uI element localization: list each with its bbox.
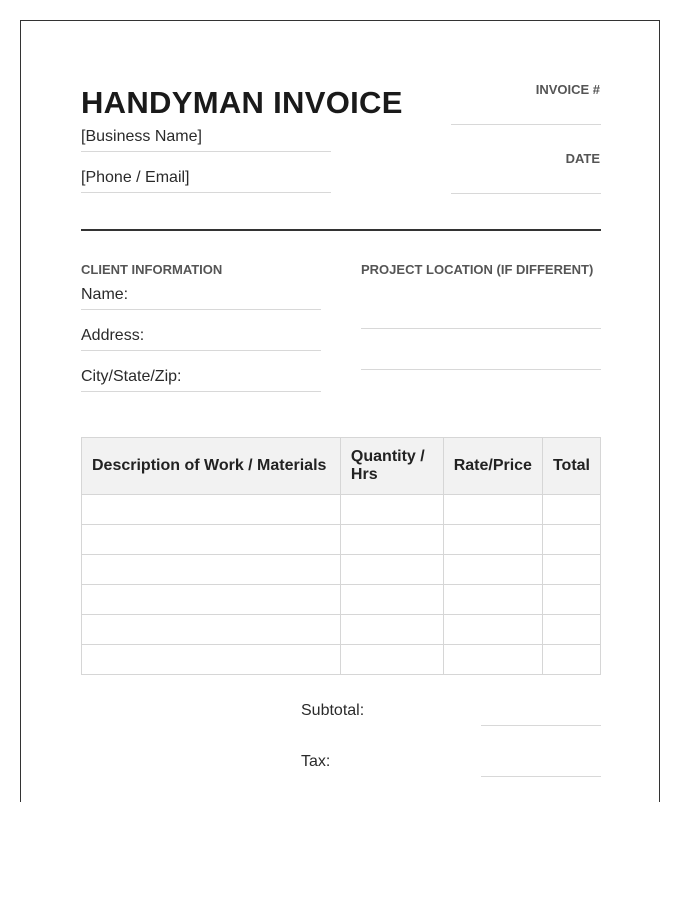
table-row xyxy=(82,645,601,675)
client-name-field[interactable] xyxy=(81,309,321,310)
total-cell[interactable] xyxy=(542,615,600,645)
project-location-line-1[interactable] xyxy=(361,328,601,329)
column-header-quantity: Quantity / Hrs xyxy=(340,438,443,495)
phone-email-field[interactable]: [Phone / Email] xyxy=(81,169,190,186)
client-city-label: City/State/Zip: xyxy=(81,368,182,385)
rate-cell[interactable] xyxy=(443,525,542,555)
total-cell[interactable] xyxy=(542,585,600,615)
column-header-total: Total xyxy=(542,438,600,495)
invoice-page xyxy=(20,20,660,802)
quantity-cell[interactable] xyxy=(340,615,443,645)
rate-cell[interactable] xyxy=(443,555,542,585)
client-information-heading: CLIENT INFORMATION xyxy=(81,262,223,277)
business-name-underline xyxy=(81,151,331,152)
client-name-label: Name: xyxy=(81,286,129,303)
subtotal-field[interactable] xyxy=(481,725,601,726)
invoice-number-label: INVOICE # xyxy=(535,82,600,97)
invoice-number-field[interactable] xyxy=(451,124,601,125)
table-row xyxy=(82,615,601,645)
column-header-description: Description of Work / Materials xyxy=(82,438,341,495)
rate-cell[interactable] xyxy=(443,585,542,615)
quantity-cell[interactable] xyxy=(340,555,443,585)
column-header-rate: Rate/Price xyxy=(443,438,542,495)
client-city-field[interactable] xyxy=(81,391,321,392)
description-cell[interactable] xyxy=(82,645,341,675)
rate-cell[interactable] xyxy=(443,495,542,525)
description-cell[interactable] xyxy=(82,495,341,525)
date-field[interactable] xyxy=(451,193,601,194)
tax-field[interactable] xyxy=(481,776,601,777)
total-cell[interactable] xyxy=(542,645,600,675)
description-cell[interactable] xyxy=(82,555,341,585)
table-header-row xyxy=(82,438,601,495)
items-table xyxy=(81,437,601,675)
quantity-cell[interactable] xyxy=(340,495,443,525)
table-row xyxy=(82,525,601,555)
total-cell[interactable] xyxy=(542,555,600,585)
description-cell[interactable] xyxy=(82,615,341,645)
client-address-field[interactable] xyxy=(81,350,321,351)
rate-cell[interactable] xyxy=(443,645,542,675)
tax-label: Tax: xyxy=(301,753,331,770)
client-address-label: Address: xyxy=(81,327,145,344)
project-location-line-2[interactable] xyxy=(361,369,601,370)
table-row xyxy=(82,585,601,615)
description-cell[interactable] xyxy=(82,525,341,555)
total-cell[interactable] xyxy=(542,495,600,525)
quantity-cell[interactable] xyxy=(340,645,443,675)
quantity-cell[interactable] xyxy=(340,525,443,555)
description-cell[interactable] xyxy=(82,585,341,615)
rate-cell[interactable] xyxy=(443,615,542,645)
total-cell[interactable] xyxy=(542,525,600,555)
table-row xyxy=(82,495,601,525)
table-row xyxy=(82,555,601,585)
subtotal-label: Subtotal: xyxy=(301,702,365,719)
invoice-title: HANDYMAN INVOICE xyxy=(81,85,403,120)
header-divider xyxy=(81,229,601,231)
phone-email-underline xyxy=(81,192,331,193)
project-location-heading: PROJECT LOCATION (IF DIFFERENT) xyxy=(361,262,594,277)
quantity-cell[interactable] xyxy=(340,585,443,615)
date-label: DATE xyxy=(565,151,600,166)
business-name-field[interactable]: [Business Name] xyxy=(81,128,202,145)
